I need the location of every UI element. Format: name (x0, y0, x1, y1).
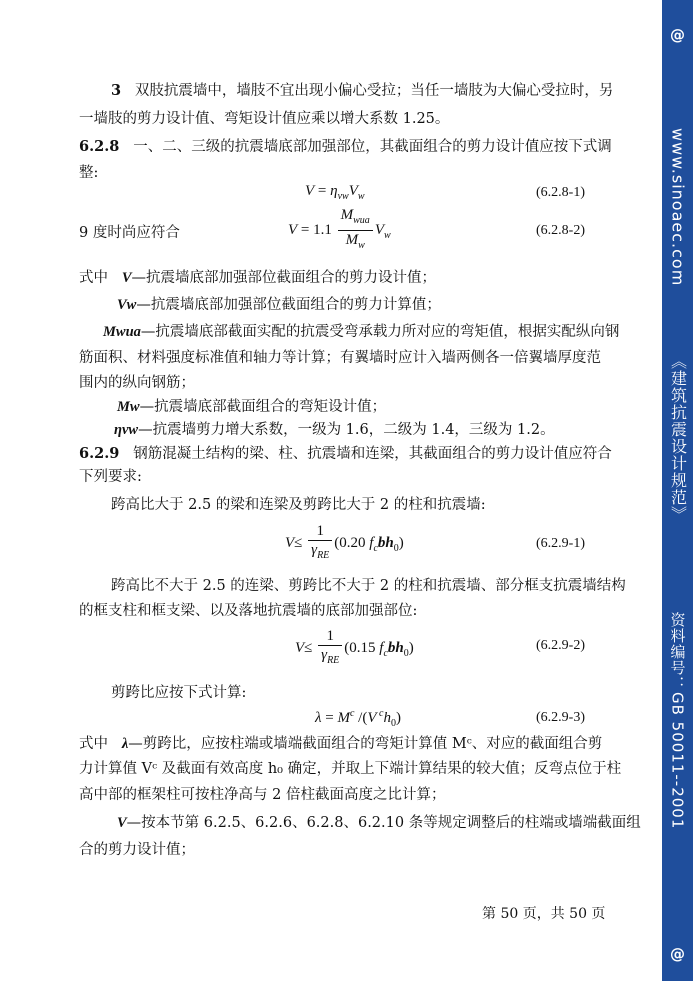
definition-v-adjusted-line-1: V—按本节第 6.2.5、6.2.6、6.2.8、6.2.10 条等规定调整后的柱端或墙端截面组 (117, 815, 641, 831)
clause-6-2-9-line-2: 下列要求: (79, 469, 142, 485)
definition-eta-vw: ηvw—抗震墙剪力增大系数，一级为 1.6，二级为 1.4，三级为 1.2。 (114, 422, 555, 438)
clause-6-2-8-line-2: 整: (79, 165, 99, 181)
at-symbol-bottom: @ (670, 945, 685, 963)
right-sidebar-banner (662, 0, 693, 981)
formula-6-2-9-1: V≤ $\frac{1}{\gamma_{RE}}$ (0.20 $f_cbh_0$) (285, 523, 404, 561)
definition-lambda-line-1: 式中 λ—剪跨比，应按柱端或墙端截面组合的弯矩计算值 Mᶜ、对应的截面组合剪 (79, 736, 603, 752)
clause-6-2-8-line-1: 6.2.8 一、二、三级的抗震墙底部加强部位，其截面组合的剪力设计值应按下式调 (79, 138, 612, 155)
definition-mwua-line-1: Mwua—抗震墙底部截面实配的抗震受弯承载力所对应的弯矩值，根据实配纵向钢 (103, 324, 620, 340)
definition-vw: Vw—抗震墙底部加强部位截面组合的剪力计算值； (117, 297, 441, 313)
book-title: 《建筑抗震设计规范》 (668, 353, 688, 523)
formula-number: (6.2.8-2) (536, 223, 585, 238)
case-2-line-2: 的框支柱和框支梁、以及落地抗震墙的底部加强部位: (79, 603, 418, 619)
definition-v: 式中 V—抗震墙底部加强部位截面组合的剪力设计值； (79, 270, 436, 286)
formula-6-2-9-2: V≤ $\frac{1}{\gamma_{RE}}$ (0.15 $f_cbh_0$) (295, 628, 414, 666)
document-number: 资料编号：GB 50011--2001 (668, 612, 687, 830)
page-footer: 第 50 页，共 50 页 (482, 906, 606, 922)
formula-number: (6.2.9-3) (536, 710, 585, 725)
formula-6-2-8-2: V = 1.1 $\frac{M_{wua}}{M_w}$ $V_w$ (288, 207, 391, 251)
formula-6-2-9-3: $\lambda = M^c$ /(V $^ch_0$) (315, 708, 401, 729)
formula-number: (6.2.9-1) (536, 536, 585, 551)
definition-mwua-line-2: 筋面积、材料强度标准值和轴力等计算；有翼墙时应计入墙两侧各一倍翼墙厚度范 (79, 350, 601, 366)
shear-span-intro: 剪跨比应按下式计算: (111, 685, 247, 701)
case-2-line-1: 跨高比不大于 2.5 的连梁、剪跨比不大于 2 的柱和抗震墙、部分框支抗震墙结构 (111, 578, 626, 594)
definition-lambda-line-3: 高中部的框架柱可按柱净高与 2 倍柱截面高度之比计算； (79, 787, 446, 803)
definition-mwua-line-3: 围内的纵向钢筋； (79, 375, 195, 391)
nine-degree-label: 9 度时尚应符合 (79, 225, 180, 241)
definition-lambda-line-2: 力计算值 Vᶜ 及截面有效高度 h₀ 确定，并取上下端计算结果的较大值；反弯点位于柱 (79, 761, 622, 777)
at-symbol-top: @ (670, 26, 685, 44)
paragraph-3-line-1: 3 双肢抗震墙中，墙肢不宜出现小偏心受拉；当任一墙肢为大偏心受拉时，另 (111, 82, 614, 99)
website-link[interactable]: www.sinoaec.com (668, 128, 688, 287)
formula-6-2-8-1: $V = \eta_{vw}V_w$ (305, 183, 365, 202)
definition-mw: Mw—抗震墙底部截面组合的弯矩设计值； (117, 399, 387, 415)
clause-6-2-9-line-1: 6.2.9 钢筋混凝土结构的梁、柱、抗震墙和连梁，其截面组合的剪力设计值应符合 (79, 445, 612, 462)
case-1-text: 跨高比大于 2.5 的梁和连梁及剪跨比大于 2 的柱和抗震墙: (111, 497, 486, 513)
formula-number: (6.2.8-1) (536, 185, 585, 200)
paragraph-3-line-2: 一墙肢的剪力设计值、弯矩设计值应乘以增大系数 1.25。 (79, 111, 450, 127)
formula-number: (6.2.9-2) (536, 638, 585, 653)
definition-v-adjusted-line-2: 合的剪力设计值； (79, 842, 195, 858)
